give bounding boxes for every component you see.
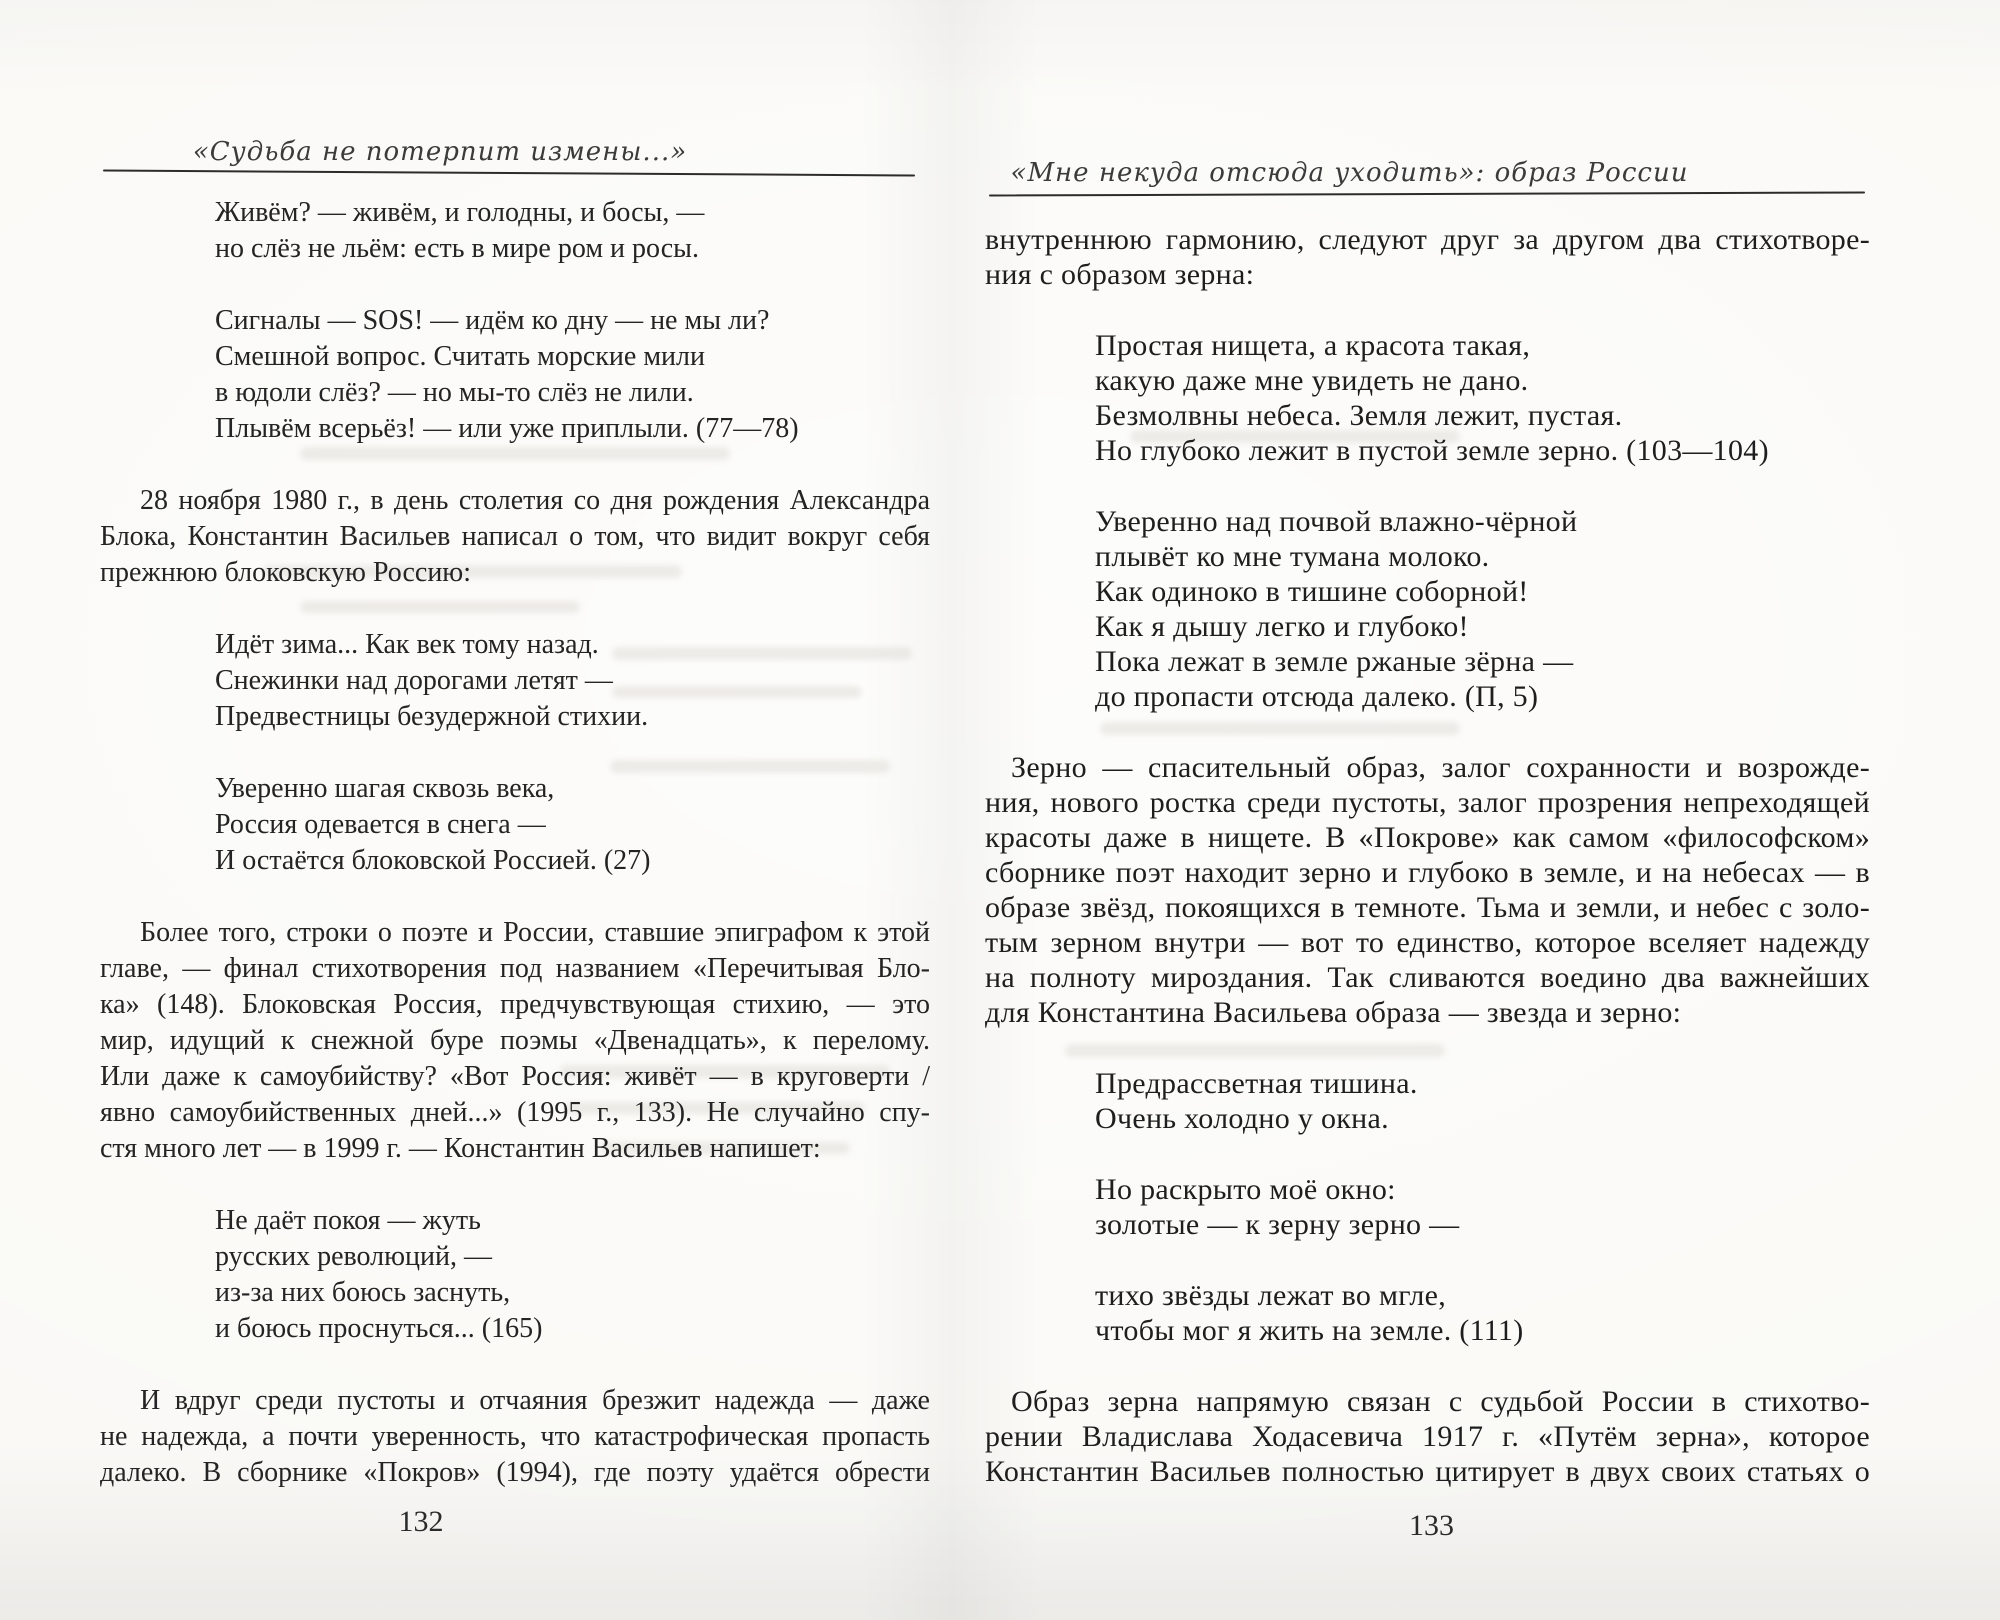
poem-line: какую даже мне увидеть не дано. [1095,364,1529,397]
poem-stanza [985,1172,1870,1242]
poem-line: Предрассветная тишина. [1095,1067,1418,1100]
poem-line: Идёт зима... Как век тому назад. [215,629,599,660]
poem-line: Но раскрыто моё окно: [1095,1173,1396,1206]
paragraph-line: 28 ноября 1980 г., в день столетия со дня рождения Александра [140,485,930,516]
poem-line: Но глубоко лежит в пустой земле зерно. (103—104) [1095,434,1769,467]
paragraph-line: Блока, Константин Васильев написал о том, что видит вокруг себя [100,521,930,552]
page-text-content [100,195,930,1491]
paragraph-line: Константин Васильев полностью цитирует в двух своих статьях о [985,1455,1870,1488]
poem-line: золотые — к зерну зерно — [1095,1208,1460,1241]
poem-line: Снежинки над дорогами летят — [215,665,613,696]
paragraph-line: красоты даже в нищете. В «Покрове» как самом «философском» [985,821,1870,854]
paragraph-line: ния, нового ростка среди пустоты, залог прозрения непреходящей [985,786,1870,819]
paragraph-line: Или даже к самоубийству? «Вот Россия: живёт — в круговерти / [100,1061,930,1092]
paragraph-line: прежнюю блоковскую Россию: [100,557,471,588]
paragraph-line: главе, — финал стихотворения под названием «Перечитывая Бло- [100,953,930,984]
header-rule [989,191,1865,196]
book-page-left [100,137,930,1539]
paragraph-line: рении Владислава Ходасевича 1917 г. «Путём зерна», которое [985,1420,1870,1453]
paragraph-line: Более того, строки о поэте и России, ставшие эпиграфом к этой [140,917,930,948]
text-paragraph [100,483,930,591]
text-paragraph [985,1384,1870,1489]
poem-line: тихо звёзды лежат во мгле, [1095,1279,1447,1312]
paragraph-line: стя много лет — в 1999 г. — Константин Васильев напишет: [100,1133,821,1164]
poem-line: Как я дышу легко и глубоко! [1095,610,1469,643]
poem-stanza [985,504,1870,714]
poem-line: Живём? — живём, и голодны, и босы, — [215,197,705,228]
poem-line: Смешной вопрос. Считать морские мили [215,341,705,372]
poem-stanza [985,1066,1870,1136]
poem-line: Простая нищета, а красота такая, [1095,329,1531,362]
poem-line: Плывём всерьёз! — или уже приплыли. (77—78) [215,413,799,444]
poem-line: плывёт ко мне тумана молоко. [1095,540,1490,573]
paragraph-line: Зерно — спасительный образ, залог сохранности и возрожде- [1011,751,1870,784]
poem-stanza [100,771,930,879]
paragraph-line: Образ зерна напрямую связан с судьбой России в стихотво- [1011,1385,1870,1418]
page-text-content [985,222,1870,1489]
paragraph-line: И вдруг среди пустоты и отчаяния брезжит надежда — даже [140,1385,930,1416]
poem-line: Уверенно шагая сквозь века, [215,773,555,804]
poem-stanza [100,303,930,447]
poem-line: Предвестницы безудержной стихии. [215,701,649,732]
poem-line: Не даёт покоя — жуть [215,1205,481,1236]
poem-line: из-за них боюсь заснуть, [215,1277,511,1308]
text-paragraph [100,915,930,1167]
paragraph-line: на полноту мироздания. Так сливаются воедино два важнейших [985,961,1870,994]
poem-line: Сигналы — SOS! — идём ко дну — не мы ли? [215,305,770,336]
paragraph-line: далеко. В сборнике «Покров» (1994), где поэту удаётся обрести [100,1457,930,1488]
text-paragraph [100,1383,930,1491]
poem-line: Уверенно над почвой влажно-чёрной [1095,505,1578,538]
poem-stanza [100,627,930,735]
running-header-right: «Мне некуда отсюда уходить»: образ России [1010,158,1689,188]
running-header-left: «Судьба не потерпит измены...» [192,137,688,167]
paragraph-line: внутреннюю гармонию, следуют друг за другом два стихотворе- [985,223,1870,256]
poem-stanza [985,1278,1870,1348]
poem-line: И остаётся блоковской Россией. (27) [215,845,651,876]
poem-stanza [985,328,1870,468]
poem-line: до пропасти отсюда далеко. (П, 5) [1095,680,1539,713]
poem-stanza [100,1203,930,1347]
paragraph-line: мир, идущий к снежной буре поэмы «Двенадцать», к перелому. [100,1025,930,1056]
paragraph-line: явно самоубийственных дней...» (1995 г., 133). Не случайно спу- [100,1097,930,1128]
poem-line: русских революций, — [215,1241,493,1272]
header-rule [103,170,915,177]
paragraph-line: ния с образом зерна: [985,258,1255,291]
poem-stanza [100,195,930,267]
paragraph-line: для Константина Васильева образа — звезда и зерно: [985,996,1682,1029]
poem-line: Пока лежат в земле ржаные зёрна — [1095,645,1574,678]
paragraph-line: ка» (148). Блоковская Россия, предчувствующая стихию, — это [100,989,930,1020]
poem-line: в юдоли слёз? — но мы-то слёз не лили. [215,377,694,408]
poem-line: Россия одевается в снега — [215,809,546,840]
paragraph-line: образе звёзд, покоящихся в темноте. Тьма и земли, и небес с золо- [985,891,1870,924]
poem-line: Безмолвны небеса. Земля лежит, пустая. [1095,399,1623,432]
text-paragraph [985,222,1870,292]
poem-line: чтобы мог я жить на земле. (111) [1095,1314,1524,1347]
page-number: 132 [398,1505,444,1538]
page-number: 133 [1409,1509,1454,1542]
book-page-right [985,158,1870,1543]
text-paragraph [985,750,1870,1030]
paragraph-line: не надежда, а почти уверенность, что катастрофическая пропасть [100,1421,930,1452]
poem-line: но слёз не льём: есть в мире ром и росы. [215,233,699,264]
paragraph-line: сборнике поэт находит зерно и глубоко в земле, и на небесах — в [985,856,1870,889]
paragraph-line: тым зерном внутри — вот то единство, которое вселяет надежду [985,926,1870,959]
poem-line: Как одиноко в тишине соборной! [1095,575,1529,608]
poem-line: Очень холодно у окна. [1095,1102,1389,1135]
poem-line: и боюсь проснуться... (165) [215,1313,543,1344]
